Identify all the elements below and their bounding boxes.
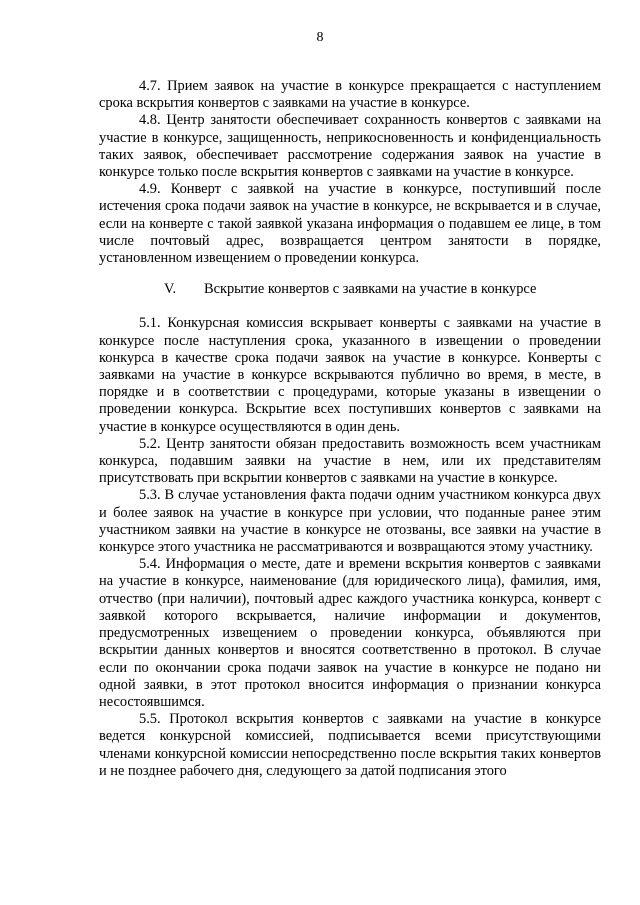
paragraph-5-4: 5.4. Информация о месте, дате и времени вскрытия конвертов с заявками на участие в конкурсе, наименование (для юридического лица), фамилия, имя, отчество (при наличии), почтовый адрес каждого участника конкурса, конверт с заявкой которого вскрывается, наличие информации и документов, предусмотренных извещением о проведении конкурса, объявляются при вскрытии данных конвертов и вносятся соответственно в протокол. В случае если по окончании срока подачи заявок на участие в конкурсе не подано ни одной заявки, в этот протокол вносится информация о признании конкурса несостоявшимся. xyxy=(99,556,601,710)
paragraph-4-7: 4.7. Прием заявок на участие в конкурсе прекращается с наступлением срока вскрытия конвертов с заявками на участие в конкурсе. xyxy=(99,78,601,112)
paragraph-5-3: 5.3. В случае установления факта подачи одним участником конкурса двух и более заявок на участие в конкурсе при условии, что поданные ранее этим участником заявки на участие в конкурсе не отозваны, все заявки на участие в конкурсе этого участника не рассматриваются и возвращаются этому участнику. xyxy=(99,487,601,556)
section-number: V. xyxy=(164,281,177,298)
paragraph-5-2: 5.2. Центр занятости обязан предоставить возможность всем участникам конкурса, подавшим заявки на участие в нем, или их представителям присутствовать при вскрытии конвертов с заявками на участие в конкурсе. xyxy=(99,435,601,487)
paragraph-5-5: 5.5. Протокол вскрытия конвертов с заявками на участие в конкурсе ведется конкурсной комиссией, подписывается всеми присутствующими членами конкурсной комиссии непосредственно после вскрытия таких конвертов и не позднее рабочего дня, следующего за датой подписания этого xyxy=(99,711,601,779)
paragraph-5-1: 5.1. Конкурсная комиссия вскрывает конверты с заявками на участие в конкурсе после наступления срока, указанного в извещении о проведении конкурса в качестве срока подачи заявок на участие в конкурсе. Конверты с заявками на участие в конкурсе вскрываются публично во время, в месте, в порядке и в соответствии с процедурами, которые указаны в извещении о проведении конкурса. Вскрытие всех поступивших конвертов с заявками на участие в конкурсе осуществляются в один день. xyxy=(99,315,601,435)
section-title: Вскрытие конвертов с заявками на участие в конкурсе xyxy=(204,281,537,298)
page-number: 8 xyxy=(316,30,324,45)
paragraph-4-8: 4.8. Центр занятости обеспечивает сохранность конвертов с заявками на участие в конкурсе, защищенность, неприкосновенность и конфиденциальность таких заявок, обеспечивает рассмотрение содержания заявок на участие в конкурсе только после вскрытия конвертов с заявками на участие в конкурсе. xyxy=(99,112,601,181)
document-body xyxy=(99,78,601,780)
section-heading xyxy=(99,281,601,298)
paragraph-4-9: 4.9. Конверт с заявкой на участие в конкурсе, поступивший после истечения срока подачи заявок на участие в конкурсе, не вскрывается и в случае, если на конверте с такой заявкой указана информация о подавшем ее лице, в том числе почтовый адрес, возвращается центром занятости в порядке, установленном извещением о проведении конкурса. xyxy=(99,181,601,267)
